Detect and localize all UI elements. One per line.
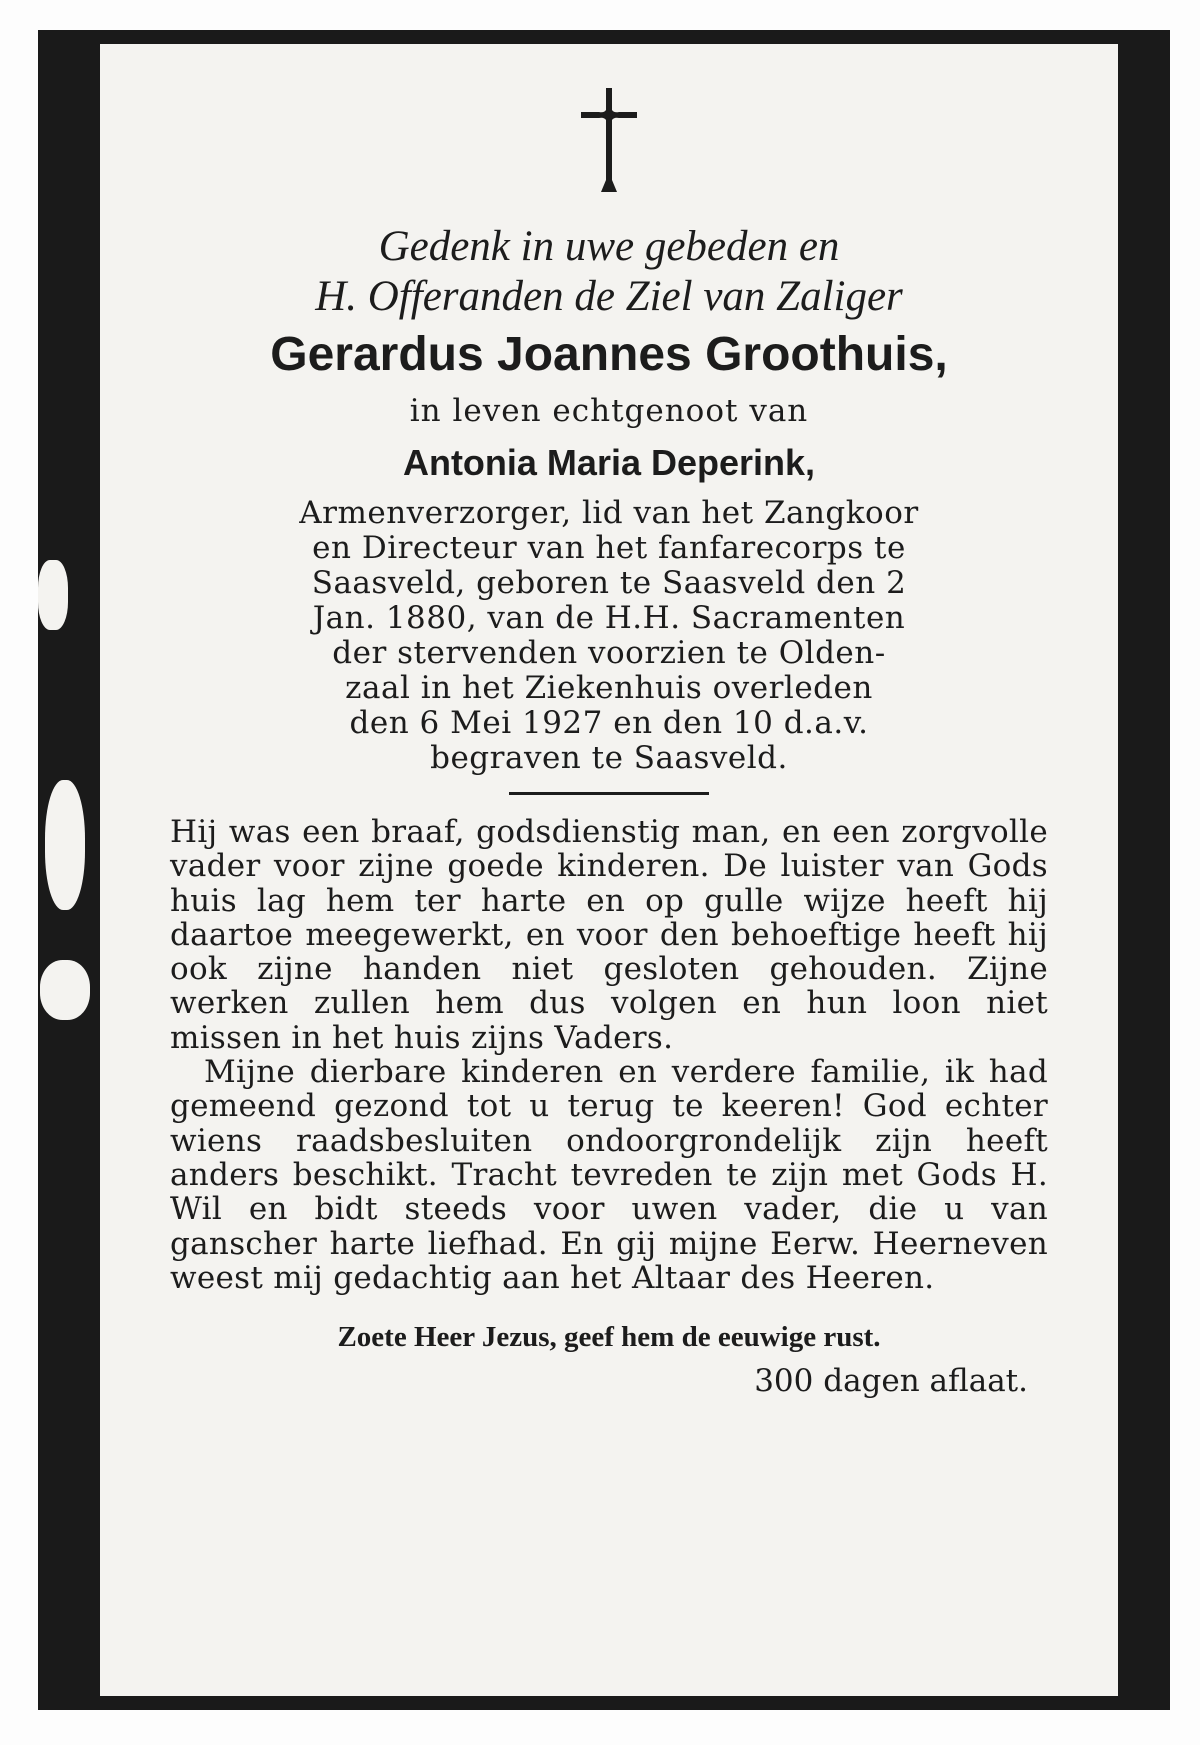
eulogy-paragraph: Hij was een braaf, godsdienstig man, en een zorgvolle vader voor zijne goede kinderen. De luister van Gods huis lag hem ter harte en op gulle wijze heeft hij daartoe meegewerkt, en voor den behoeftige heeft hij ook zijne handen niet gesloten gehouden. Zijne werken zullen hem dus volgen en hun loon niet missen in het huis zijns Vaders. bbox=[170, 814, 1048, 1056]
bio-line: der stervenden voorzien te Olden- bbox=[332, 635, 886, 671]
spouse-name: Antonia Maria Deperink, bbox=[402, 442, 816, 483]
intro-line-2: H. Offeranden de Ziel van Zaliger bbox=[315, 273, 903, 320]
bio-line: begraven te Saasveld. bbox=[430, 740, 788, 776]
biography bbox=[170, 496, 1048, 776]
bio-line: Saasveld, geboren te Saasveld den 2 bbox=[311, 565, 907, 601]
bio-line: en Directeur van het fanfarecorps te bbox=[312, 530, 906, 566]
indulgence-note: 300 dagen aflaat. bbox=[754, 1363, 1028, 1400]
farewell-paragraph: Mijne dierbare kinderen en verdere familie, ik had gemeend gezond tot u terug te keeren! God echter wiens raadsbesluiten ondoorgrondelijk zijn heeft anders beschikt. Tracht tevreden te zijn met Gods H. Wil en bidt steeds voor uwen vader, die u van ganscher harte liefhad. En gij mijne Eerw. Heerneven weest mij gedachtig aan het Altaar des Heeren. bbox=[170, 1054, 1048, 1296]
cross-icon bbox=[579, 88, 639, 192]
prayer-line: Zoete Heer Jezus, geef hem de eeuwige rust. bbox=[337, 1321, 881, 1354]
deceased-name: Gerardus Joannes Groothuis, bbox=[270, 328, 948, 381]
bio-line: Armenverzorger, lid van het Zangkoor bbox=[299, 495, 919, 531]
wear-mark bbox=[45, 780, 85, 910]
intro-line-1: Gedenk in uwe gebeden en bbox=[378, 223, 840, 270]
wear-mark bbox=[40, 960, 90, 1020]
bio-line: den 6 Mei 1927 en den 10 d.a.v. bbox=[349, 705, 869, 741]
bio-line: Jan. 1880, van de H.H. Sacramenten bbox=[312, 600, 906, 636]
bio-line: zaal in het Ziekenhuis overleden bbox=[345, 670, 873, 706]
wear-mark bbox=[38, 560, 68, 630]
section-divider bbox=[509, 792, 709, 795]
card-content bbox=[100, 30, 1118, 1710]
card-header bbox=[170, 222, 1048, 776]
relation-text: in leven echtgenoot van bbox=[409, 393, 809, 429]
